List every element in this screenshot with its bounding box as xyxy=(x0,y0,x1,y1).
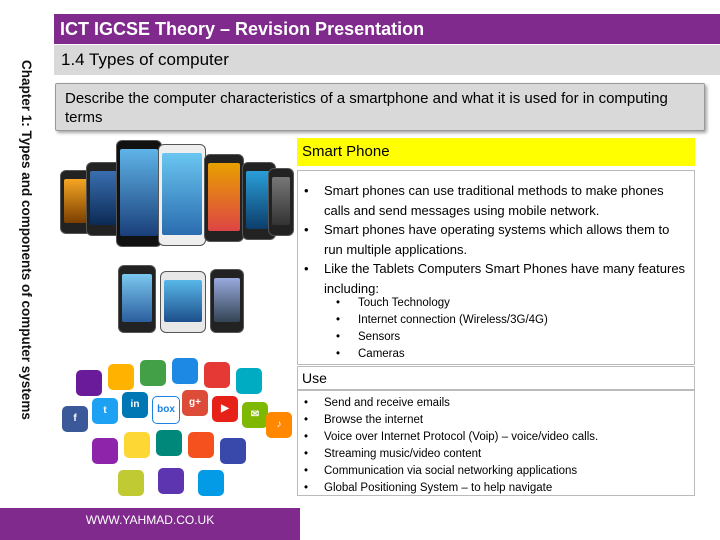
bullet-glyph: • xyxy=(304,482,309,494)
list-item-text: Smart phones can use traditional methods to make phones calls and send messages using mobile network. xyxy=(324,183,664,218)
list-item xyxy=(336,312,656,329)
bullet-glyph: • xyxy=(304,448,309,460)
app-icon: g+ xyxy=(182,390,208,416)
chapter-label-text: Chapter 1: Types and components of computer systems xyxy=(19,60,34,420)
app-icon xyxy=(158,468,184,494)
app-icon: ✉ xyxy=(242,402,268,428)
app-icon xyxy=(204,362,230,388)
app-icon: in xyxy=(122,392,148,418)
use-box xyxy=(297,390,695,496)
smartphone-icon xyxy=(204,154,244,242)
list-item-text: Smart phones have operating systems which allows them to run multiple applications. xyxy=(324,222,670,257)
bullet-glyph: • xyxy=(304,261,309,276)
bullet-glyph: • xyxy=(304,465,309,477)
app-icon xyxy=(156,430,182,456)
bullet-glyph: • xyxy=(336,348,341,360)
app-icon xyxy=(220,438,246,464)
list-item xyxy=(302,220,688,259)
smartphone-group-icon xyxy=(58,140,294,265)
list-item-text: Communication via social networking applications xyxy=(324,465,578,477)
list-item xyxy=(302,259,688,298)
list-item-text: Touch Technology xyxy=(358,297,450,309)
app-icon: t xyxy=(92,398,118,424)
list-item xyxy=(336,295,656,312)
slide-title: ICT IGCSE Theory – Revision Presentation xyxy=(54,14,720,44)
feature-list xyxy=(302,181,688,298)
list-item xyxy=(336,346,656,363)
smartphone-icon xyxy=(160,271,206,333)
bullet-glyph: • xyxy=(336,314,341,326)
bullet-glyph: • xyxy=(336,297,341,309)
smartphone-icon xyxy=(116,140,162,247)
app-icon xyxy=(198,470,224,496)
list-item-text: Cameras xyxy=(358,348,405,360)
app-icon xyxy=(92,438,118,464)
app-icon: box xyxy=(152,396,180,424)
app-icon xyxy=(236,368,262,394)
smartphones-image xyxy=(58,140,294,512)
app-icon xyxy=(188,432,214,458)
bullet-glyph: • xyxy=(304,397,309,409)
app-icon xyxy=(140,360,166,386)
use-heading: Use xyxy=(297,366,695,390)
bullet-glyph: • xyxy=(304,183,309,198)
bullet-glyph: • xyxy=(336,331,341,343)
list-item-text: Like the Tablets Computers Smart Phones have many features including: xyxy=(324,261,686,296)
slide-subtitle: 1.4 Types of computer xyxy=(54,45,720,75)
list-item-text: Voice over Internet Protocol (Voip) – voice/video calls. xyxy=(324,431,599,443)
smartphone-icon xyxy=(158,144,206,246)
smart-phone-features-box xyxy=(297,170,695,365)
smartphone-icon xyxy=(118,265,156,333)
app-icons-cluster xyxy=(58,340,294,510)
app-icon: ♪ xyxy=(266,412,292,438)
list-item xyxy=(302,463,688,480)
bullet-glyph: • xyxy=(304,222,309,237)
app-icon xyxy=(76,370,102,396)
list-item xyxy=(302,446,688,463)
app-icon xyxy=(118,470,144,496)
chapter-side-label xyxy=(6,60,50,480)
app-icon xyxy=(108,364,134,390)
bullet-glyph: • xyxy=(304,431,309,443)
list-item-text: Streaming music/video content xyxy=(324,448,482,460)
feature-sublist xyxy=(336,295,656,363)
list-item xyxy=(302,429,688,446)
app-icon xyxy=(124,432,150,458)
app-icon: f xyxy=(62,406,88,432)
list-item xyxy=(336,329,656,346)
list-item xyxy=(302,412,688,429)
smartphone-icon xyxy=(268,168,294,236)
smartphone-icon xyxy=(210,269,244,333)
list-item xyxy=(302,480,688,497)
list-item-text: Send and receive emails xyxy=(324,397,450,409)
smartphone-group-icon xyxy=(98,265,258,335)
footer-url: WWW.YAHMAD.CO.UK xyxy=(0,508,300,540)
smart-phone-heading: Smart Phone xyxy=(297,138,695,166)
list-item-text: Global Positioning System – to help navigate xyxy=(324,482,553,494)
app-icon xyxy=(172,358,198,384)
list-item-text: Internet connection (Wireless/3G/4G) xyxy=(358,314,548,326)
use-list xyxy=(302,395,688,497)
list-item xyxy=(302,395,688,412)
list-item-text: Browse the internet xyxy=(324,414,424,426)
list-item xyxy=(302,181,688,220)
bullet-glyph: • xyxy=(304,414,309,426)
list-item-text: Sensors xyxy=(358,331,401,343)
app-icon: ▶ xyxy=(212,396,238,422)
question-box: Describe the computer characteristics of a smartphone and what it is used for in computing terms xyxy=(55,83,705,131)
